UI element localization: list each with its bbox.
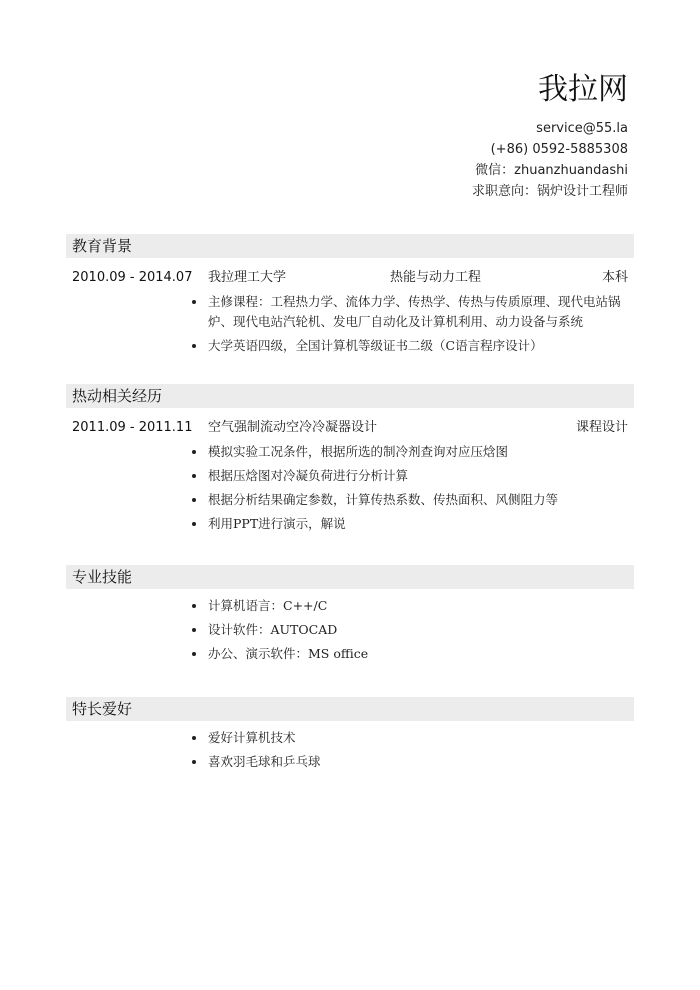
- skills-list: [66, 596, 634, 664]
- degree: 本科: [601, 270, 628, 285]
- bullet-icon: [192, 736, 196, 740]
- list-item: 喜欢羽毛球和乒乓球: [208, 752, 634, 772]
- school-name: 我拉理工大学: [208, 270, 287, 285]
- bullet-icon: [192, 474, 196, 478]
- list-item: 模拟实验工况条件，根据所选的制冷剂查询对应压焓图: [208, 442, 634, 462]
- objective-line: [472, 181, 628, 202]
- experience-date: 2011.09 - 2011.11: [72, 420, 193, 435]
- list-item: 主修课程：工程热力学、流体力学、传热学、传热与传质原理、现代电站锅炉、现代电站汽轮机、发电厂自动化及计算机利用、动力设备与系统: [208, 292, 632, 332]
- bullet-icon: [192, 344, 196, 348]
- list-item: 计算机语言：C++/C: [208, 596, 634, 616]
- education-list: [66, 292, 634, 356]
- hobbies-list: [66, 728, 634, 772]
- experience-list: [66, 442, 634, 534]
- candidate-name: 我拉网: [538, 72, 628, 107]
- section-hobbies: [66, 697, 634, 776]
- phone: (+86) 0592-5885308: [490, 142, 628, 157]
- bullet-icon: [192, 604, 196, 608]
- list-item: 爱好计算机技术: [208, 728, 634, 748]
- list-item: 利用PPT进行演示，解说: [208, 514, 634, 534]
- objective-value: 锅炉设计工程师: [536, 184, 628, 199]
- wechat-id: zhuanzhuandashi: [514, 163, 628, 178]
- experience-entry-head: [66, 417, 634, 439]
- list-item: 大学英语四级，全国计算机等级证书二级（C语言程序设计）: [208, 336, 634, 356]
- education-entry-head: [66, 267, 634, 289]
- section-education: [66, 234, 634, 360]
- bullet-icon: [192, 450, 196, 454]
- list-item: 根据分析结果确定参数，计算传热系数、传热面积、风侧阻力等: [208, 490, 634, 510]
- section-experience: [66, 384, 634, 538]
- bullet-icon: [192, 522, 196, 526]
- bullet-icon: [192, 498, 196, 502]
- bullet-icon: [192, 300, 196, 304]
- list-item: 根据压焓图对冷凝负荷进行分析计算: [208, 466, 634, 486]
- section-title: 热动相关经历: [66, 384, 634, 408]
- project-name: 空气强制流动空冷冷凝器设计: [208, 420, 378, 435]
- email: service@55.la: [536, 121, 628, 136]
- list-item: 办公、演示软件：MS office: [208, 644, 634, 664]
- resume-header: [472, 70, 628, 202]
- bullet-icon: [192, 628, 196, 632]
- wechat-line: [472, 160, 628, 181]
- section-title: 专业技能: [66, 565, 634, 589]
- objective-label: 求职意向：: [471, 184, 537, 199]
- section-title: 教育背景: [66, 234, 634, 258]
- section-title: 特长爱好: [66, 697, 634, 721]
- list-item: 设计软件：AUTOCAD: [208, 620, 634, 640]
- wechat-label: 微信：: [475, 163, 515, 178]
- project-type: 课程设计: [575, 420, 628, 435]
- education-date: 2010.09 - 2014.07: [72, 270, 193, 285]
- bullet-icon: [192, 760, 196, 764]
- section-skills: [66, 565, 634, 668]
- major: 热能与动力工程: [390, 270, 482, 285]
- bullet-icon: [192, 652, 196, 656]
